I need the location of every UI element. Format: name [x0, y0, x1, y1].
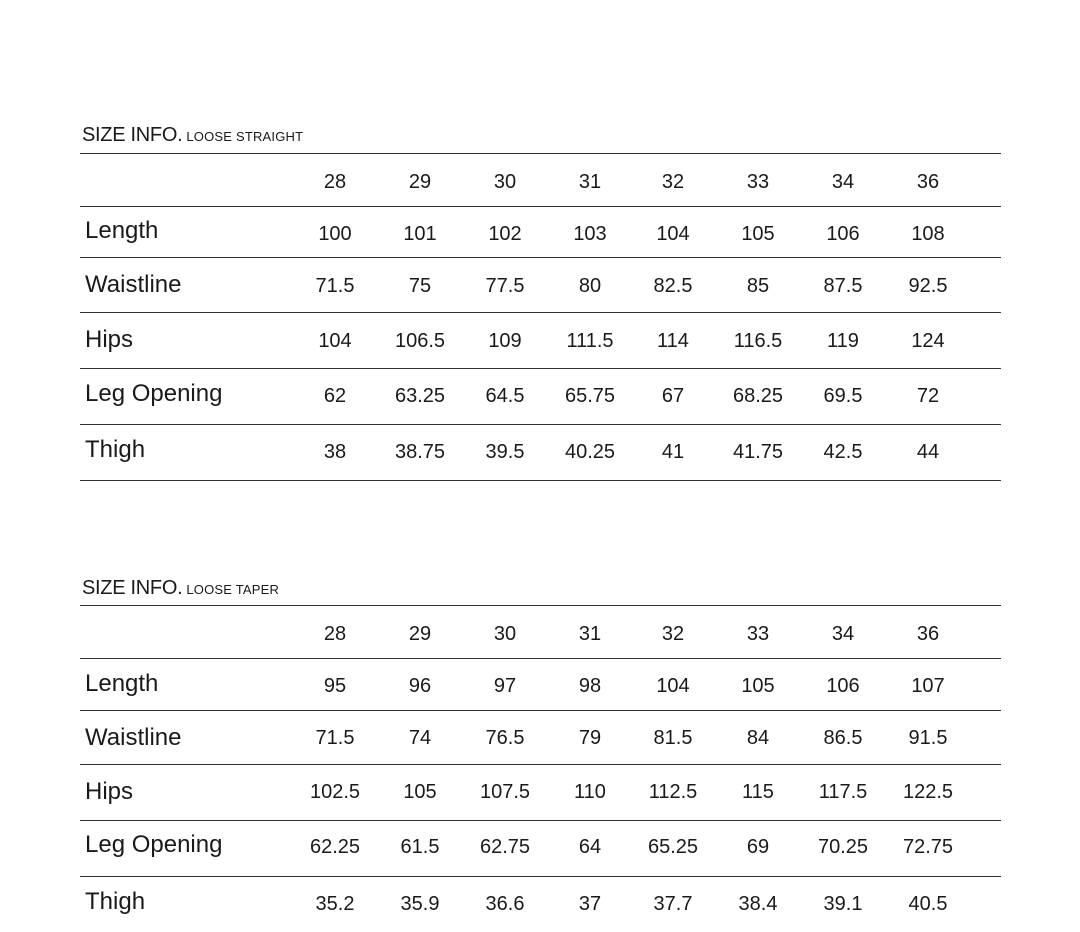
row-rule — [80, 257, 1001, 258]
table-cell: 110 — [574, 781, 606, 803]
size-header: 29 — [408, 171, 432, 193]
table-title — [82, 125, 303, 145]
table-cell: 100 — [318, 223, 352, 245]
table-cell: 82.5 — [653, 275, 693, 297]
table-cell: 122.5 — [902, 781, 954, 803]
title-main: SIZE INFO. — [82, 577, 183, 599]
table-cell: 80 — [578, 275, 602, 297]
table-cell: 124 — [911, 330, 945, 352]
size-header: 33 — [746, 171, 770, 193]
table-cell: 81.5 — [653, 727, 693, 749]
table-cell: 36.6 — [485, 893, 525, 915]
table-cell: 114 — [657, 330, 689, 352]
table-cell: 79 — [578, 727, 602, 749]
title-sub: LOOSE STRAIGHT — [186, 129, 304, 144]
table-cell: 86.5 — [823, 727, 863, 749]
table-cell: 112.5 — [648, 781, 698, 803]
size-header: 32 — [661, 623, 685, 645]
table-cell: 105 — [741, 223, 775, 245]
size-header: 30 — [493, 623, 517, 645]
table-cell: 65.75 — [564, 385, 616, 407]
size-header: 33 — [746, 623, 770, 645]
top-rule — [80, 153, 1001, 154]
header-rule — [80, 206, 1001, 207]
table-cell: 109 — [488, 330, 522, 352]
row-label: Length — [85, 217, 159, 244]
row-rule — [80, 368, 1001, 369]
table-cell: 68.25 — [732, 385, 784, 407]
row-label: Hips — [85, 326, 134, 353]
table-cell: 37 — [578, 893, 602, 915]
table-cell: 107.5 — [479, 781, 531, 803]
top-rule — [80, 605, 1001, 606]
row-label: Leg Opening — [85, 831, 223, 858]
table-cell: 105 — [741, 675, 775, 697]
title-sub: LOOSE TAPER — [186, 582, 280, 597]
size-header: 30 — [493, 171, 517, 193]
table-cell: 97 — [493, 675, 517, 697]
size-header: 36 — [916, 623, 940, 645]
table-cell: 72.75 — [902, 836, 954, 858]
table-cell: 106 — [826, 675, 860, 697]
table-cell: 116.5 — [733, 330, 783, 352]
size-header: 29 — [408, 623, 432, 645]
table-cell: 70.25 — [817, 836, 869, 858]
size-header: 31 — [578, 623, 602, 645]
table-cell: 87.5 — [823, 275, 863, 297]
table-cell: 40.5 — [908, 893, 948, 915]
size-header: 28 — [323, 623, 347, 645]
table-cell: 62.75 — [479, 836, 531, 858]
table-cell: 76.5 — [485, 727, 525, 749]
table-cell: 75 — [408, 275, 432, 297]
table-cell: 92.5 — [908, 275, 948, 297]
table-cell: 35.2 — [315, 893, 355, 915]
table-cell: 71.5 — [315, 727, 355, 749]
table-cell: 77.5 — [485, 275, 525, 297]
table-cell: 106 — [826, 223, 860, 245]
row-label: Length — [85, 670, 159, 697]
table-cell: 63.25 — [394, 385, 446, 407]
table-cell: 103 — [573, 223, 607, 245]
table-cell: 115 — [742, 781, 774, 803]
row-label: Waistline — [85, 271, 182, 298]
table-cell: 61.5 — [400, 836, 440, 858]
size-header: 34 — [831, 623, 855, 645]
row-label: Thigh — [85, 436, 146, 463]
table-cell: 67 — [661, 385, 685, 407]
row-rule — [80, 312, 1001, 313]
table-cell: 71.5 — [315, 275, 355, 297]
size-header: 31 — [578, 171, 602, 193]
table-cell: 38 — [323, 441, 347, 463]
table-cell: 104 — [656, 223, 690, 245]
table-cell: 39.1 — [823, 893, 863, 915]
table-cell: 42.5 — [823, 441, 863, 463]
table-cell: 44 — [916, 441, 940, 463]
table-cell: 64 — [578, 836, 602, 858]
table-cell: 101 — [403, 223, 437, 245]
size-header: 28 — [323, 171, 347, 193]
bottom-rule — [80, 480, 1001, 481]
row-rule — [80, 764, 1001, 765]
table-cell: 72 — [916, 385, 940, 407]
row-rule — [80, 424, 1001, 425]
table-cell: 69 — [746, 836, 770, 858]
row-label: Thigh — [85, 888, 146, 915]
row-rule — [80, 820, 1001, 821]
table-cell: 35.9 — [400, 893, 440, 915]
table-cell: 91.5 — [908, 727, 948, 749]
size-header: 34 — [831, 171, 855, 193]
table-cell: 74 — [408, 727, 432, 749]
table-cell: 40.25 — [564, 441, 616, 463]
size-header: 32 — [661, 171, 685, 193]
table-cell: 108 — [911, 223, 945, 245]
table-cell: 102 — [488, 223, 522, 245]
table-cell: 64.5 — [485, 385, 525, 407]
row-label: Leg Opening — [85, 380, 223, 407]
size-header: 36 — [916, 171, 940, 193]
table-cell: 41 — [661, 441, 685, 463]
table-cell: 38.75 — [394, 441, 446, 463]
table-cell: 111.5 — [566, 330, 614, 352]
row-label: Hips — [85, 778, 134, 805]
table-cell: 85 — [746, 275, 770, 297]
table-cell: 65.25 — [647, 836, 699, 858]
table-cell: 39.5 — [485, 441, 525, 463]
table-cell: 38.4 — [738, 893, 778, 915]
table-title — [82, 578, 279, 598]
table-cell: 104 — [318, 330, 352, 352]
table-cell: 41.75 — [732, 441, 784, 463]
table-cell: 95 — [323, 675, 347, 697]
row-label: Waistline — [85, 724, 182, 751]
row-rule — [80, 876, 1001, 877]
table-cell: 117.5 — [818, 781, 868, 803]
table-cell: 107 — [911, 675, 945, 697]
table-cell: 62 — [323, 385, 347, 407]
table-cell: 98 — [578, 675, 602, 697]
table-cell: 102.5 — [309, 781, 361, 803]
table-cell: 84 — [746, 727, 770, 749]
table-cell: 62.25 — [309, 836, 361, 858]
table-cell: 69.5 — [823, 385, 863, 407]
table-cell: 106.5 — [394, 330, 446, 352]
table-cell: 37.7 — [653, 893, 693, 915]
header-rule — [80, 658, 1001, 659]
title-main: SIZE INFO. — [82, 124, 183, 146]
table-cell: 105 — [403, 781, 437, 803]
table-cell: 104 — [656, 675, 690, 697]
row-rule — [80, 710, 1001, 711]
table-cell: 96 — [408, 675, 432, 697]
table-cell: 119 — [827, 330, 859, 352]
